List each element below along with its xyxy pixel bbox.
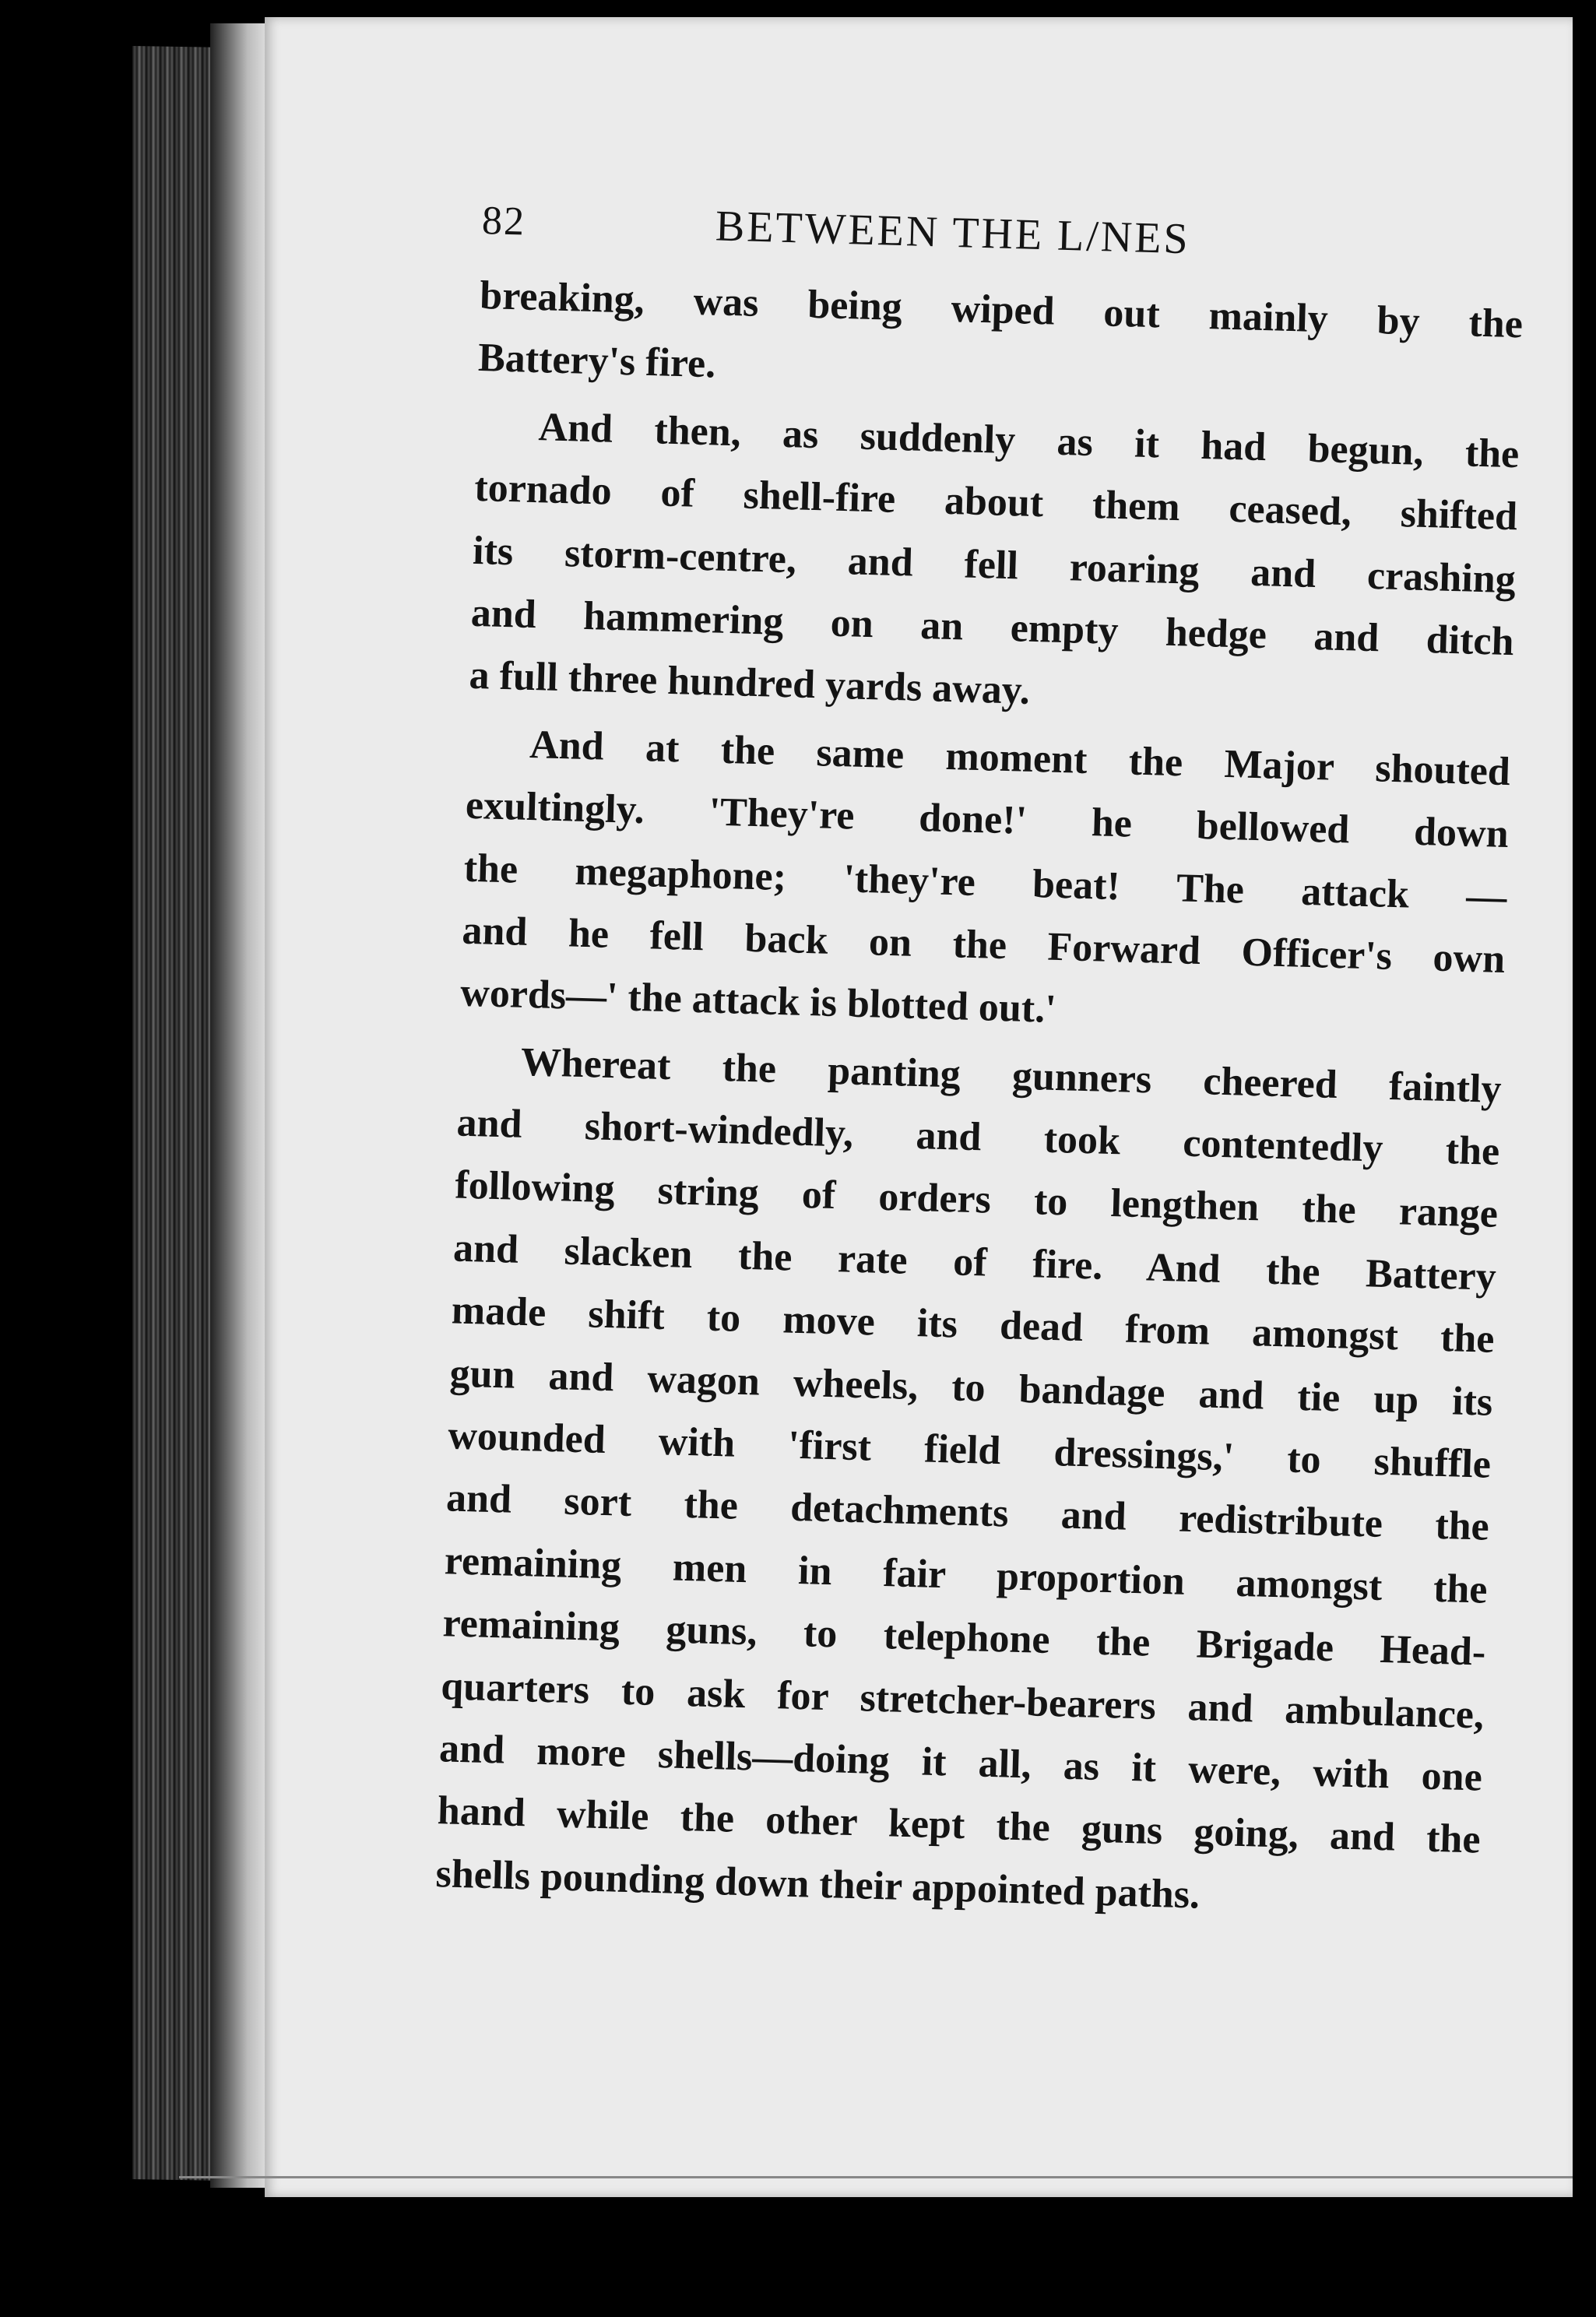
text-line: tornado of shell-fire about them ceased, shifted [473,466,1518,540]
page-number: 82 [481,198,526,244]
text-line: and he fell back on the Forward Officer's own [461,908,1506,982]
text-line: And at the same moment the Major shouted [529,722,1511,794]
text-line: the megaphone; 'they're beat! The attack — [463,846,1508,919]
text-line: And then, as suddenly as it had begun, the [537,404,1520,477]
text-line: shells pounding down their appointed paths. [434,1851,1201,1918]
running-head: BETWEEN THE L/NES [715,202,1191,264]
page-bottom-edge [179,2176,1573,2178]
text-line: Battery's fire. [477,336,716,387]
text-block [435,195,1526,1935]
text-line: and short-windedly, and took contentedly the [455,1100,1500,1175]
text-line: and hammering on an empty hedge and ditch [470,590,1515,665]
text-line: Whereat the panting gunners cheered faintly [520,1039,1503,1112]
paragraph [469,395,1520,737]
text-line: hand while the other kept the guns going, and the [437,1788,1482,1862]
text-line: its storm-centre, and fell roaring and crashing [472,528,1517,602]
text-line: a full three hundred yards away. [468,653,1031,714]
text-line: and slacken the rate of fire. And the Battery [452,1225,1497,1299]
paragraph [435,1029,1503,1934]
text-line: words—' the attack is blotted out.' [459,970,1057,1032]
text-line: gun and wagon wheels, to bandage and tie up its [448,1351,1493,1425]
text-line: following string of orders to lengthen the range [454,1162,1499,1237]
page-edge-shadow [210,23,272,2188]
text-line: remaining men in fair proportion amongst the [444,1538,1489,1612]
text-line: made shift to move its dead from amongst the [451,1288,1496,1362]
text-line: quarters to ask for stretcher-bearers and ambulance, [440,1663,1485,1738]
text-line: and sort the detachments and redistribute the [445,1475,1490,1550]
text-line: breaking, was being wiped out mainly by the [479,272,1524,347]
paragraph [459,712,1511,1053]
text-line: wounded with 'first field dressings,' to shuffle [447,1413,1492,1487]
text-line: and more shells—doing it all, as it were, with one [438,1726,1483,1800]
text-line: exultingly. 'They're done!' he bellowed down [465,782,1510,857]
text-line: remaining guns, to telephone the Brigade Head- [441,1601,1487,1675]
